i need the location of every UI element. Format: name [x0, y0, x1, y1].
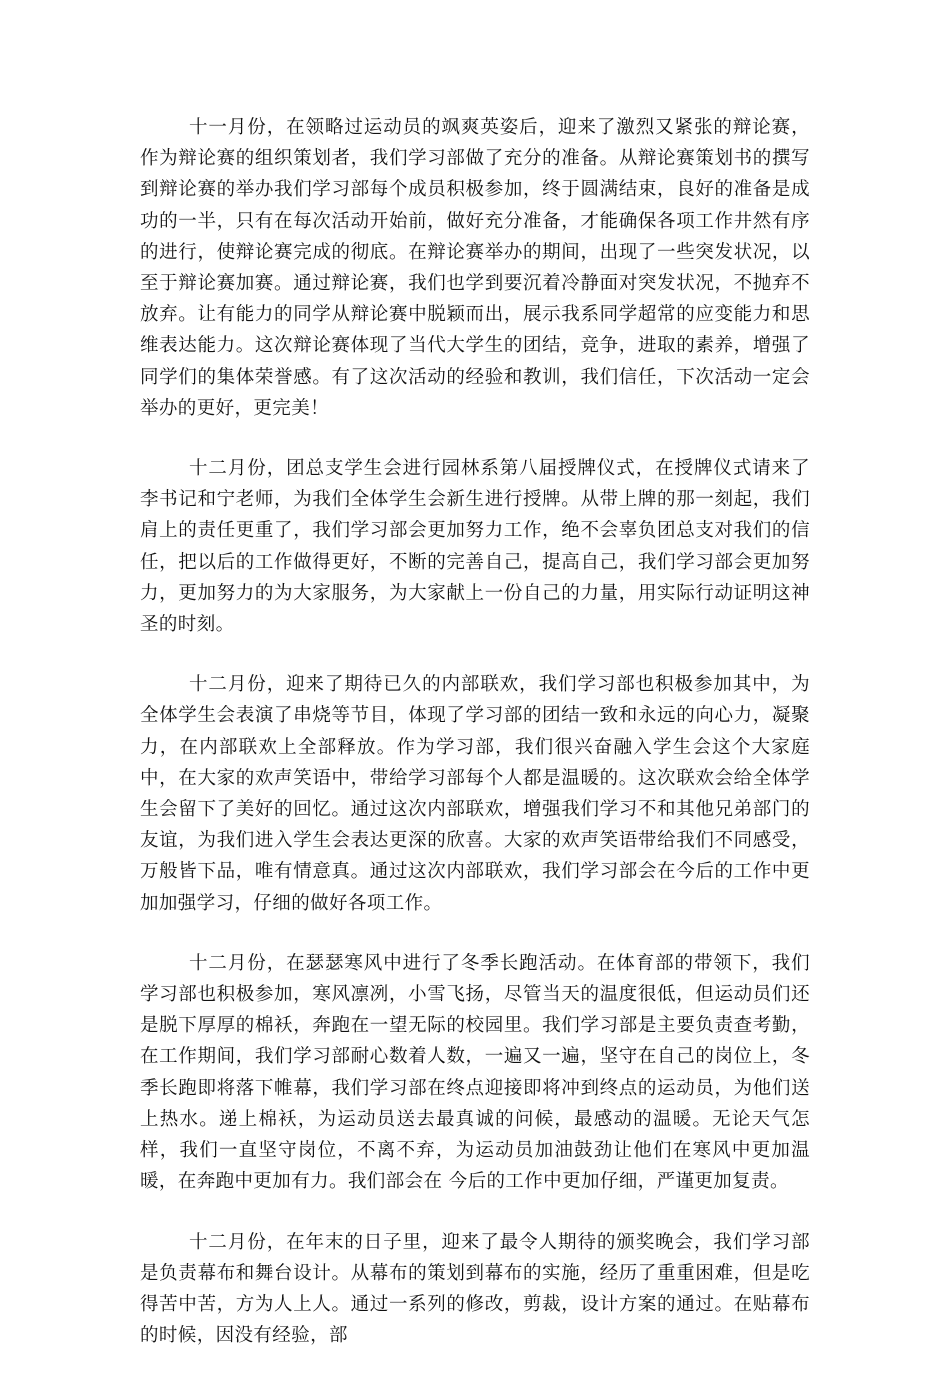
paragraph-december-award-ceremony: 十二月份，团总支学生会进行园林系第八届授牌仪式，在授牌仪式请来了李书记和宁老师，为我们全体学生会新生进行授牌。从带上牌的那一刻起，我们肩上的责任更重了，我们学习部会更加努力工作，绝不会辜负团总支对我们的信任，把以后的工作做得更好，不断的完善自己，提高自己，我们学习部会更加努力，更加努力的为大家服务，为大家献上一份自己的力量，用实际行动证明这神圣的时刻。	[140, 458, 810, 636]
paragraph-december-award-gala: 十二月份，在年末的日子里，迎来了最令人期待的颁奖晚会，我们学习部是负责幕布和舞台设计。从幕布的策划到幕布的实施，经历了重重困难，但是吃得苦中苦，方为人上人。通过一系列的修改，剪裁，设计方案的通过。在贴幕布的时候，因没有经验，部	[140, 1231, 810, 1347]
paragraph-november-debate: 十一月份，在领略过运动员的飒爽英姿后，迎来了激烈又紧张的辩论赛，作为辩论赛的组织策划者，我们学习部做了充分的准备。从辩论赛策划书的撰写到辩论赛的举办我们学习部每个成员积极参加，终于圆满结束，良好的准备是成功的一半，只有在每次活动开始前，做好充分准备，才能确保各项工作井然有序的进行，使辩论赛完成的彻底。在辩论赛举办的期间，出现了一些突发状况，以至于辩论赛加赛。通过辩论赛，我们也学到要沉着冷静面对突发状况，不抛弃不放弃。让有能力的同学从辩论赛中脱颖而出，展示我系同学超常的应变能力和思维表达能力。这次辩论赛体现了当代大学生的团结，竞争，进取的素养，增强了同学们的集体荣誉感。有了这次活动的经验和教训，我们信任，下次活动一定会举办的更好，更完美！	[140, 117, 810, 419]
document-body	[140, 112, 810, 1380]
paragraph-december-winter-run: 十二月份，在瑟瑟寒风中进行了冬季长跑活动。在体育部的带领下，我们学习部也积极参加，寒风凛冽，小雪飞扬，尽管当天的温度很低，但运动员们还是脱下厚厚的棉袄，奔跑在一望无际的校园里。我们学习部是主要负责查考勤，在工作期间，我们学习部耐心数着人数，一遍又一遍，坚守在自己的岗位上，冬季长跑即将落下帷幕，我们学习部在终点迎接即将冲到终点的运动员，为他们送上热水。递上棉袄，为运动员送去最真诚的问候，最感动的温暖。无论天气怎样，我们一直坚守岗位，不离不弃，为运动员加油鼓劲让他们在寒风中更加温暖，在奔跑中更加有力。我们部会在 今后的工作中更加仔细，严谨更加复责。	[140, 952, 810, 1193]
paragraph-december-internal-party: 十二月份，迎来了期待已久的内部联欢，我们学习部也积极参加其中，为全体学生会表演了串烧等节目，体现了学习部的团结一致和永远的向心力，凝聚力，在内部联欢上全部释放。作为学习部，我们很兴奋融入学生会这个大家庭中，在大家的欢声笑语中，带给学习部每个人都是温暖的。这次联欢会给全体学生会留下了美好的回忆。通过这次内部联欢，增强我们学习不和其他兄弟部门的友谊，为我们进入学生会表达更深的欣喜。大家的欢声笑语带给我们不同感受，万般皆下品，唯有情意真。通过这次内部联欢，我们学习部会在今后的工作中更加加强学习，仔细的做好各项工作。	[140, 674, 810, 914]
